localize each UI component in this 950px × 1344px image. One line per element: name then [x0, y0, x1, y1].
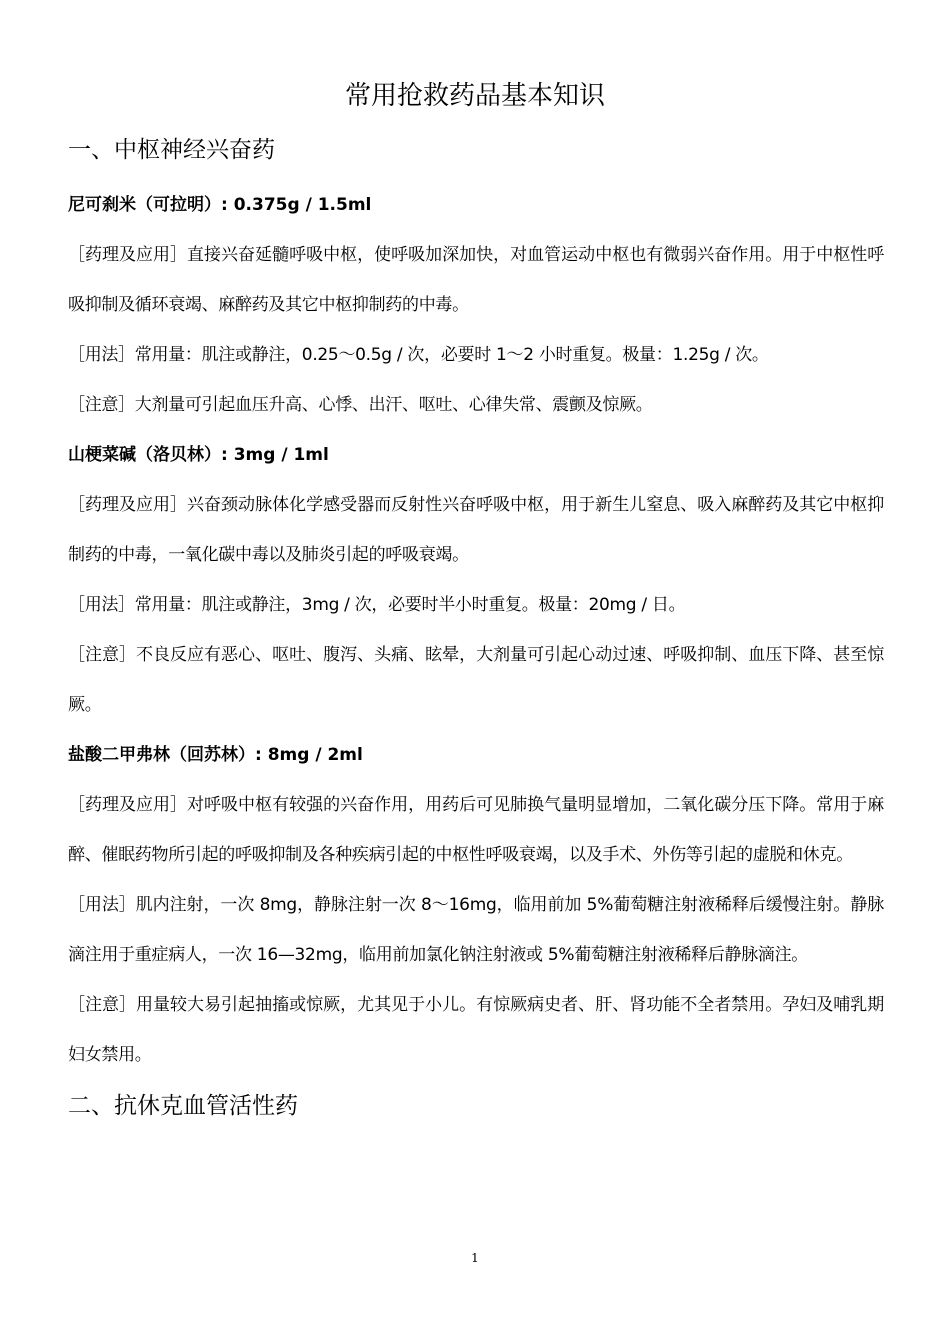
document-body [68, 130, 884, 1136]
pharmacology-paragraph: ［药理及应用］兴奋颈动脉体化学感受器而反射性兴奋呼吸中枢，用于新生儿窒息、吸入麻醉药及其它中枢抑制药的中毒，一氧化碳中毒以及肺炎引起的呼吸衰竭。 [68, 495, 884, 565]
pharmacology-paragraph: ［药理及应用］对呼吸中枢有较强的兴奋作用，用药后可见肺换气量明显增加，二氧化碳分压下降。常用于麻醉、催眠药物所引起的呼吸抑制及各种疾病引起的中枢性呼吸衰竭，以及手术、外伤等引起的虚脱和休克。 [68, 795, 884, 865]
drug-entry-dimefline [68, 730, 884, 1080]
drug-entry-lobeline [68, 430, 884, 730]
section-heading-cns-stimulants: 一、中枢神经兴奋药 [68, 137, 275, 163]
drug-heading: 盐酸二甲弗林（回苏林）: 8mg / 2ml [68, 745, 363, 765]
usage-paragraph: ［用法］肌内注射，一次 8mg，静脉注射一次 8～16mg，临用前加 5%葡萄糖注射液稀释后缓慢注射。静脉滴注用于重症病人，一次 16—32mg，临用前加氯化钠注射液或 5%葡萄糖注射液稀释后静脉滴注。 [68, 895, 884, 965]
drug-heading: 尼可刹米（可拉明）: 0.375g / 1.5ml [68, 195, 372, 215]
page-number: 1 [471, 1251, 479, 1265]
pharmacology-paragraph: ［药理及应用］直接兴奋延髓呼吸中枢，使呼吸加深加快，对血管运动中枢也有微弱兴奋作用。用于中枢性呼吸抑制及循环衰竭、麻醉药及其它中枢抑制药的中毒。 [68, 245, 884, 315]
usage-paragraph: ［用法］常用量：肌注或静注，3mg / 次，必要时半小时重复。极量：20mg / 日。 [68, 595, 686, 615]
caution-paragraph: ［注意］不良反应有恶心、呕吐、腹泻、头痛、眩晕，大剂量可引起心动过速、呼吸抑制、血压下降、甚至惊厥。 [68, 645, 884, 715]
usage-paragraph: ［用法］常用量：肌注或静注，0.25～0.5g / 次，必要时 1～2 小时重复。极量：1.25g / 次。 [68, 345, 769, 365]
caution-paragraph: ［注意］用量较大易引起抽搐或惊厥，尤其见于小儿。有惊厥病史者、肝、肾功能不全者禁用。孕妇及哺乳期妇女禁用。 [68, 995, 884, 1065]
document-title: 常用抢救药品基本知识 [344, 81, 605, 111]
section-heading-anti-shock-vasoactive: 二、抗休克血管活性药 [68, 1093, 298, 1119]
drug-entry-nikethamide [68, 180, 884, 430]
drug-heading: 山梗菜碱（洛贝林）: 3mg / 1ml [68, 445, 329, 465]
caution-paragraph: ［注意］大剂量可引起血压升高、心悸、出汗、呕吐、心律失常、震颤及惊厥。 [68, 395, 653, 415]
